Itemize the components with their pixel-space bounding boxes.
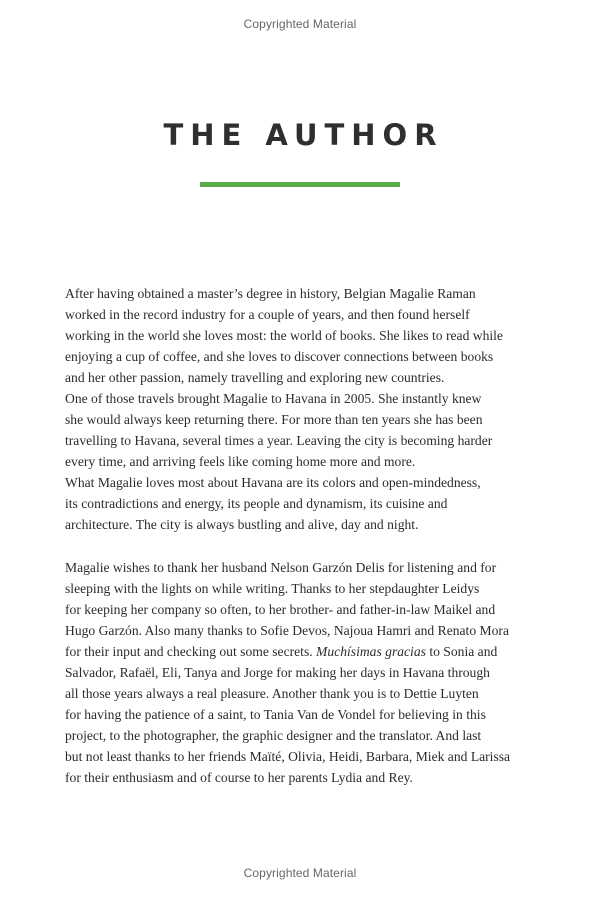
paragraph-line: enjoying a cup of coffee, and she loves to discover connections between books	[65, 349, 494, 364]
paragraph-line-mixed	[65, 641, 545, 662]
paragraph-line: for keeping her company so often, to her brother- and father-in-law Maikel and	[65, 602, 496, 617]
copyright-watermark-bottom: Copyrighted Material	[243, 866, 357, 880]
paragraph-line: One of those travels brought Magalie to Havana in 2005. She instantly knew	[65, 391, 482, 406]
paragraph-line: What Magalie loves most about Havana are its colors and open-mindedness,	[65, 475, 481, 490]
italic-phrase: Muchísimas gracias	[316, 644, 426, 659]
copyright-watermark-top: Copyrighted Material	[243, 17, 357, 31]
paragraph-line: architecture. The city is always bustling and alive, day and night.	[65, 517, 419, 532]
page-title: THE AUTHOR	[163, 118, 444, 152]
paragraph-line: working in the world she loves most: the world of books. She likes to read while	[65, 328, 503, 343]
paragraph-line: and her other passion, namely travelling and exploring new countries.	[65, 370, 445, 385]
line-text-start: for their input and checking out some secrets.	[65, 644, 317, 659]
paragraph-line: worked in the record industry for a couple of years, and then found herself	[65, 307, 470, 322]
paragraph-line: every time, and arriving feels like coming home more and more.	[65, 454, 416, 469]
paragraph-line: travelling to Havana, several times a year. Leaving the city is becoming harder	[65, 433, 493, 448]
paragraph-line: Salvador, Rafaël, Eli, Tanya and Jorge for making her days in Havana through	[65, 665, 490, 680]
paragraph-line: its contradictions and energy, its people and dynamism, its cuisine and	[65, 496, 448, 511]
acknowledgements-paragraph	[65, 557, 545, 788]
paragraph-line: Magalie wishes to thank her husband Nelson Garzón Delis for listening and for	[65, 560, 497, 575]
title-underline-rule	[200, 182, 400, 187]
paragraph-line: After having obtained a master’s degree in history, Belgian Magalie Raman	[65, 286, 476, 301]
line-text-end: to Sonia and	[425, 644, 498, 659]
paragraph-line: for having the patience of a saint, to Tania Van de Vondel for believing in this	[65, 707, 486, 722]
paragraph-line: for their enthusiasm and of course to her parents Lydia and Rey.	[65, 770, 413, 785]
paragraph-line: project, to the photographer, the graphic designer and the translator. And last	[65, 728, 482, 743]
paragraph-line: sleeping with the lights on while writing. Thanks to her stepdaughter Leidys	[65, 581, 480, 596]
biography-paragraph	[65, 283, 545, 535]
paragraph-line: but not least thanks to her friends Maïté, Olivia, Heidi, Barbara, Miek and Larissa	[65, 749, 511, 764]
paragraph-line: she would always keep returning there. For more than ten years she has been	[65, 412, 483, 427]
paragraph-line: all those years always a real pleasure. Another thank you is to Dettie Luyten	[65, 686, 479, 701]
paragraph-line: Hugo Garzón. Also many thanks to Sofie Devos, Najoua Hamri and Renato Mora	[65, 623, 509, 638]
